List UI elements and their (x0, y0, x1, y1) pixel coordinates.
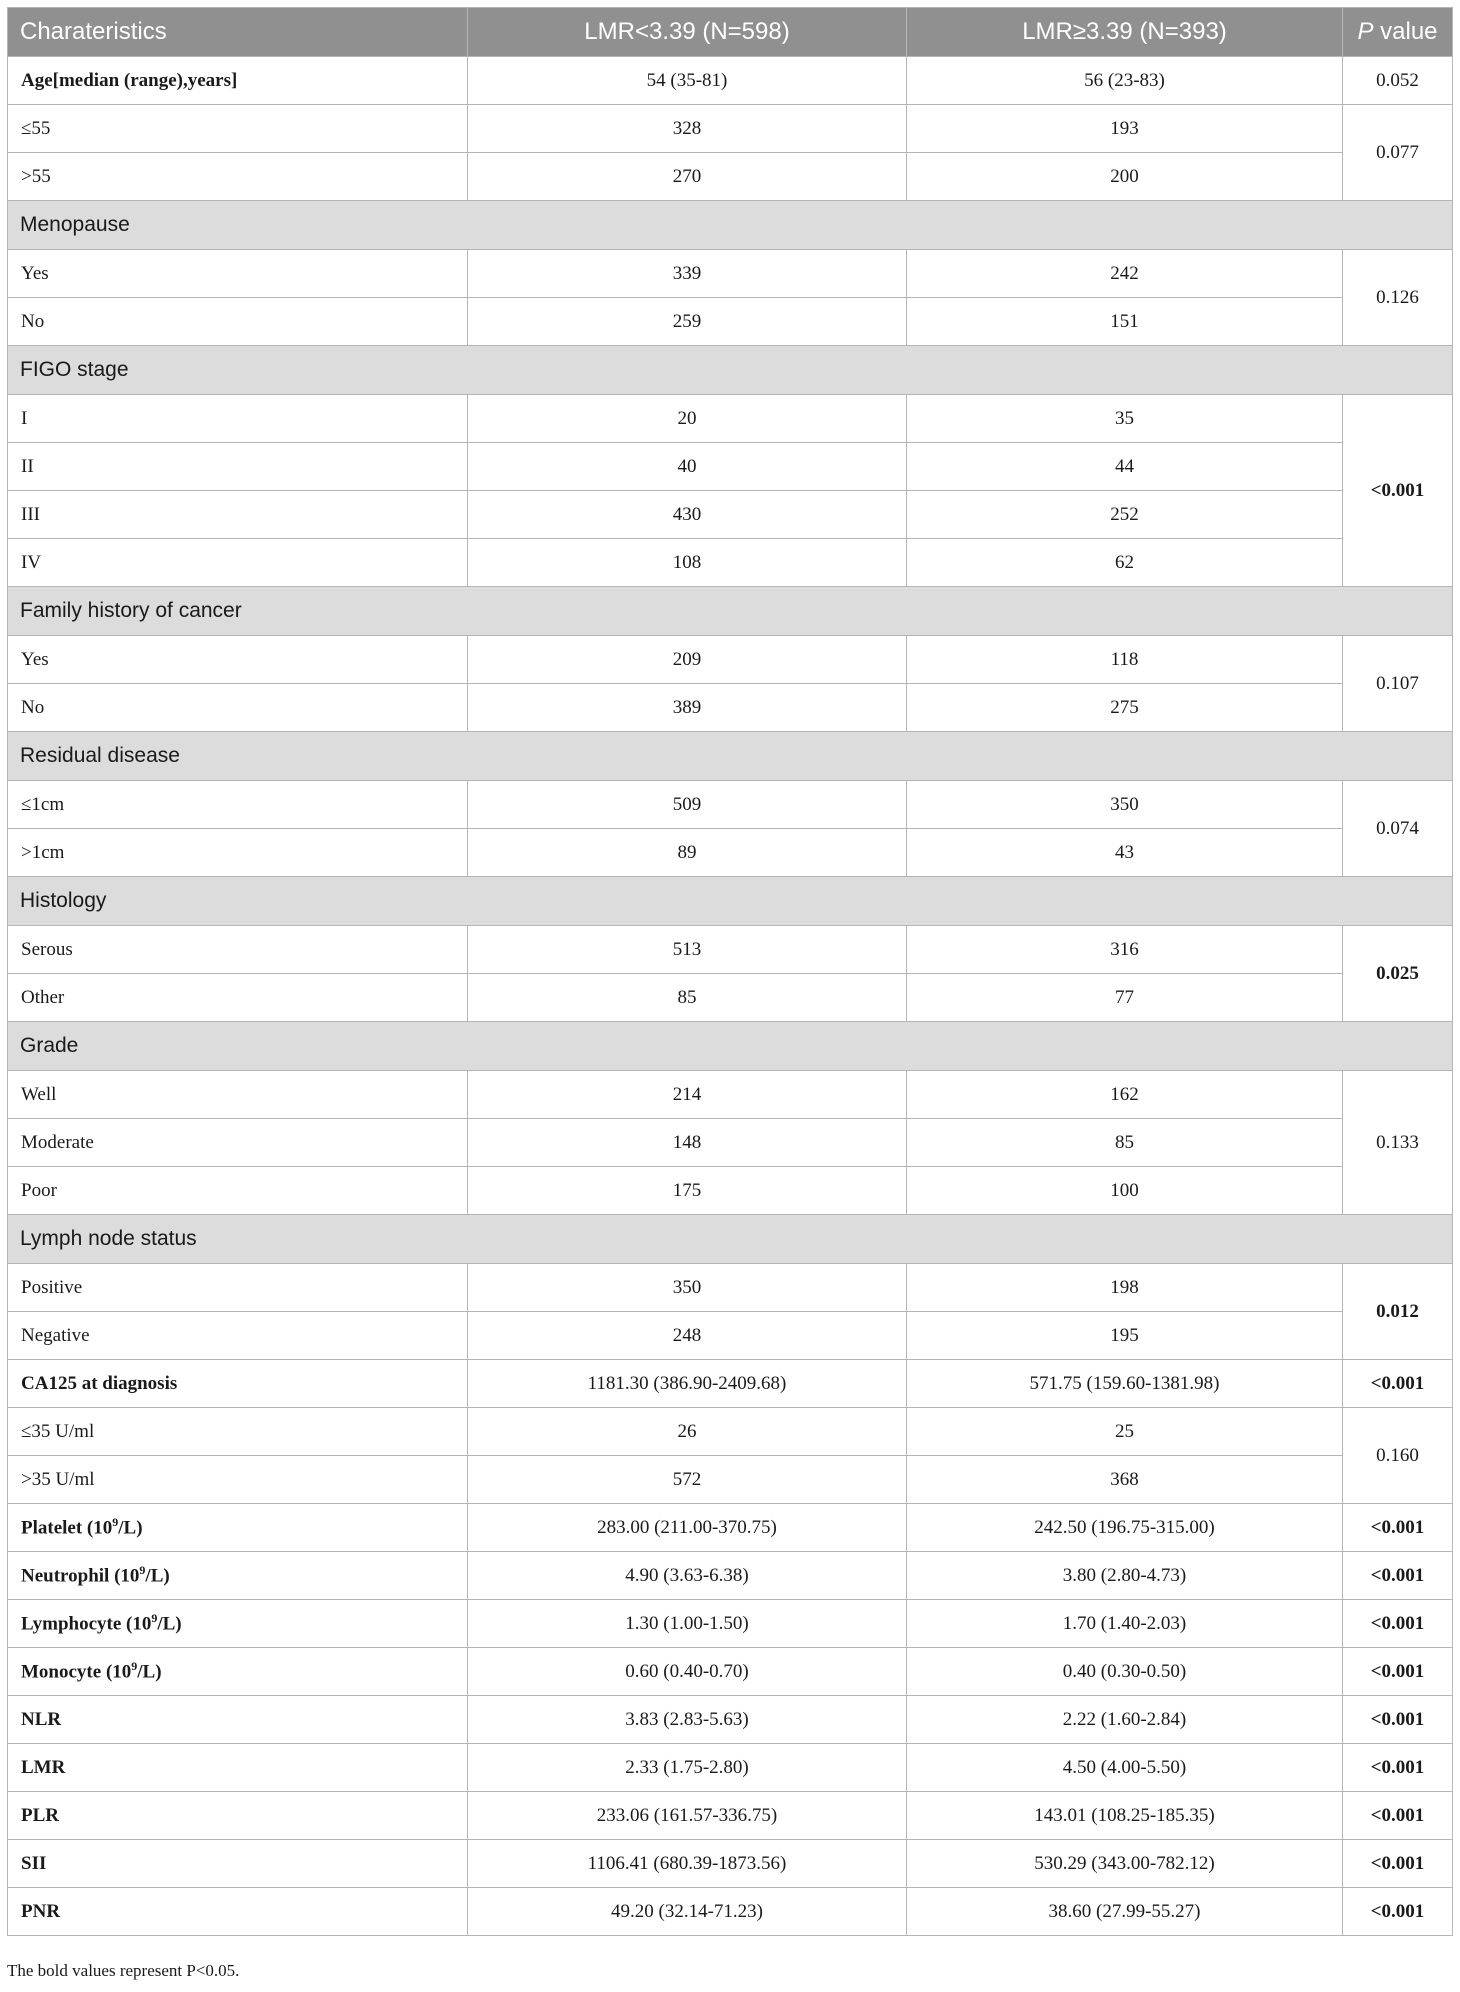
value-lmr-low: 1.30 (1.00-1.50) (468, 1600, 907, 1648)
value-lmr-high: 85 (907, 1119, 1343, 1167)
value-lmr-high: 35 (907, 395, 1343, 443)
row-label-text: I (21, 407, 28, 429)
value-lmr-low: 389 (468, 684, 907, 732)
row-label (8, 974, 468, 1022)
section-label: Family history of cancer (8, 587, 1453, 636)
row-label-text: LMR (21, 1756, 66, 1778)
row-label (8, 1360, 468, 1408)
row-label-text: Other (21, 986, 65, 1008)
row-label-text: Lymphocyte (10 (21, 1613, 152, 1635)
row-label-text: >35 U/ml (21, 1468, 95, 1490)
p-value: <0.001 (1343, 1360, 1453, 1408)
table-row (8, 1456, 1453, 1504)
value-lmr-low: 3.83 (2.83-5.63) (468, 1696, 907, 1744)
row-label-text: II (21, 455, 34, 477)
row-label (8, 1696, 468, 1744)
row-label (8, 539, 468, 587)
value-lmr-high: 118 (907, 636, 1343, 684)
value-lmr-high: 162 (907, 1071, 1343, 1119)
value-lmr-high: 193 (907, 105, 1343, 153)
row-label-text: Positive (21, 1276, 83, 1298)
value-lmr-high: 62 (907, 539, 1343, 587)
table-row (8, 636, 1453, 684)
value-lmr-high: 77 (907, 974, 1343, 1022)
row-label (8, 491, 468, 539)
row-label (8, 1456, 468, 1504)
table-row (8, 1167, 1453, 1215)
table-row (8, 1071, 1453, 1119)
row-label-text: Serous (21, 938, 73, 960)
section-row (8, 732, 1453, 781)
value-lmr-low: 26 (468, 1408, 907, 1456)
header-p-value (1343, 8, 1453, 57)
p-value: <0.001 (1343, 1744, 1453, 1792)
section-row (8, 1022, 1453, 1071)
value-lmr-high: 0.40 (0.30-0.50) (907, 1648, 1343, 1696)
section-row (8, 201, 1453, 250)
row-label (8, 443, 468, 491)
value-lmr-high: 252 (907, 491, 1343, 539)
p-value: <0.001 (1343, 1696, 1453, 1744)
row-label-text: Age[median (range),years] (21, 69, 238, 91)
row-label (8, 395, 468, 443)
value-lmr-high: 1.70 (1.40-2.03) (907, 1600, 1343, 1648)
value-lmr-low: 233.06 (161.57-336.75) (468, 1792, 907, 1840)
row-label-text: Well (21, 1083, 57, 1105)
value-lmr-high: 38.60 (27.99-55.27) (907, 1888, 1343, 1936)
row-label (8, 636, 468, 684)
row-label-text: ≤1cm (21, 793, 65, 815)
p-value: <0.001 (1343, 1552, 1453, 1600)
value-lmr-high: 100 (907, 1167, 1343, 1215)
value-lmr-low: 339 (468, 250, 907, 298)
value-lmr-low: 20 (468, 395, 907, 443)
table-row (8, 1504, 1453, 1552)
row-label-text: CA125 at diagnosis (21, 1372, 178, 1394)
row-label-text: Monocyte (10 (21, 1661, 132, 1683)
p-value: <0.001 (1343, 1792, 1453, 1840)
section-label: Residual disease (8, 732, 1453, 781)
row-label-text: Yes (21, 262, 49, 284)
value-lmr-low: 283.00 (211.00-370.75) (468, 1504, 907, 1552)
table-row (8, 974, 1453, 1022)
value-lmr-low: 0.60 (0.40-0.70) (468, 1648, 907, 1696)
row-label-text: Poor (21, 1179, 57, 1201)
row-label-superscript: 9 (151, 1611, 158, 1626)
table-row (8, 1264, 1453, 1312)
header-row (8, 8, 1453, 57)
table-row (8, 926, 1453, 974)
value-lmr-low: 54 (35-81) (468, 57, 907, 105)
p-value: 0.133 (1343, 1071, 1453, 1215)
row-label (8, 57, 468, 105)
section-label: Menopause (8, 201, 1453, 250)
row-label (8, 250, 468, 298)
value-lmr-low: 108 (468, 539, 907, 587)
value-lmr-high: 571.75 (159.60-1381.98) (907, 1360, 1343, 1408)
header-lmr-high: LMR≥3.39 (N=393) (907, 8, 1343, 57)
row-label-unit: /L) (118, 1517, 143, 1539)
value-lmr-high: 200 (907, 153, 1343, 201)
characteristics-table (7, 7, 1453, 1936)
row-label (8, 1600, 468, 1648)
row-label (8, 1408, 468, 1456)
value-lmr-high: 242.50 (196.75-315.00) (907, 1504, 1343, 1552)
p-value: 0.052 (1343, 57, 1453, 105)
value-lmr-high: 530.29 (343.00-782.12) (907, 1840, 1343, 1888)
row-label (8, 1264, 468, 1312)
row-label-text: SII (21, 1852, 47, 1874)
row-label-text: ≤55 (21, 117, 51, 139)
table-row (8, 1600, 1453, 1648)
row-label-unit: /L) (145, 1565, 170, 1587)
table-row (8, 57, 1453, 105)
table-row (8, 1119, 1453, 1167)
row-label (8, 153, 468, 201)
value-lmr-high: 44 (907, 443, 1343, 491)
row-label-text: NLR (21, 1708, 62, 1730)
p-value: <0.001 (1343, 1600, 1453, 1648)
row-label (8, 1167, 468, 1215)
section-label: FIGO stage (8, 346, 1453, 395)
row-label (8, 298, 468, 346)
p-value: 0.160 (1343, 1408, 1453, 1504)
row-label-text: No (21, 696, 45, 718)
row-label-text: IV (21, 551, 42, 573)
table-row (8, 1792, 1453, 1840)
table-row (8, 1408, 1453, 1456)
header-p-italic: P (1357, 18, 1374, 45)
table-body (8, 57, 1453, 1936)
row-label (8, 1312, 468, 1360)
section-label: Grade (8, 1022, 1453, 1071)
section-row (8, 877, 1453, 926)
value-lmr-low: 4.90 (3.63-6.38) (468, 1552, 907, 1600)
value-lmr-low: 509 (468, 781, 907, 829)
table-row (8, 781, 1453, 829)
row-label (8, 1119, 468, 1167)
row-label (8, 1504, 468, 1552)
p-value: 0.107 (1343, 636, 1453, 732)
table-row (8, 250, 1453, 298)
value-lmr-high: 316 (907, 926, 1343, 974)
value-lmr-low: 175 (468, 1167, 907, 1215)
table-header (8, 8, 1453, 57)
value-lmr-low: 209 (468, 636, 907, 684)
row-label-superscript: 9 (112, 1515, 119, 1530)
value-lmr-high: 43 (907, 829, 1343, 877)
value-lmr-low: 89 (468, 829, 907, 877)
value-lmr-high: 56 (23-83) (907, 57, 1343, 105)
value-lmr-low: 572 (468, 1456, 907, 1504)
p-value: <0.001 (1343, 1648, 1453, 1696)
section-label: Lymph node status (8, 1215, 1453, 1264)
table-row (8, 395, 1453, 443)
value-lmr-high: 4.50 (4.00-5.50) (907, 1744, 1343, 1792)
row-label-text: ≤35 U/ml (21, 1420, 95, 1442)
row-label-text: III (21, 503, 40, 525)
section-row (8, 346, 1453, 395)
row-label (8, 781, 468, 829)
table-row (8, 153, 1453, 201)
p-value: 0.077 (1343, 105, 1453, 201)
p-value: <0.001 (1343, 1840, 1453, 1888)
value-lmr-high: 198 (907, 1264, 1343, 1312)
row-label (8, 105, 468, 153)
value-lmr-high: 2.22 (1.60-2.84) (907, 1696, 1343, 1744)
value-lmr-high: 350 (907, 781, 1343, 829)
value-lmr-low: 270 (468, 153, 907, 201)
header-characteristics: Charateristics (8, 8, 468, 57)
value-lmr-high: 151 (907, 298, 1343, 346)
row-label (8, 1648, 468, 1696)
value-lmr-low: 328 (468, 105, 907, 153)
value-lmr-high: 242 (907, 250, 1343, 298)
table-row (8, 1648, 1453, 1696)
value-lmr-low: 49.20 (32.14-71.23) (468, 1888, 907, 1936)
value-lmr-low: 2.33 (1.75-2.80) (468, 1744, 907, 1792)
p-value: <0.001 (1343, 395, 1453, 587)
table-row (8, 1552, 1453, 1600)
table-container (7, 7, 1452, 1936)
table-row (8, 1888, 1453, 1936)
value-lmr-high: 275 (907, 684, 1343, 732)
row-label (8, 1071, 468, 1119)
footnote: The bold values represent P<0.05. (7, 1961, 240, 1980)
table-row (8, 829, 1453, 877)
value-lmr-low: 430 (468, 491, 907, 539)
row-label-text: >1cm (21, 841, 65, 863)
row-label-text: >55 (21, 165, 51, 187)
row-label-text: PLR (21, 1804, 59, 1826)
value-lmr-low: 1181.30 (386.90-2409.68) (468, 1360, 907, 1408)
p-value: 0.126 (1343, 250, 1453, 346)
row-label (8, 1744, 468, 1792)
p-value: 0.025 (1343, 926, 1453, 1022)
value-lmr-high: 143.01 (108.25-185.35) (907, 1792, 1343, 1840)
table-row (8, 1840, 1453, 1888)
row-label-unit: /L) (137, 1661, 162, 1683)
row-label (8, 684, 468, 732)
table-row (8, 105, 1453, 153)
row-label-text: Yes (21, 648, 49, 670)
section-row (8, 587, 1453, 636)
row-label (8, 829, 468, 877)
p-value: <0.001 (1343, 1888, 1453, 1936)
row-label (8, 1552, 468, 1600)
row-label-text: PNR (21, 1900, 61, 1922)
value-lmr-high: 25 (907, 1408, 1343, 1456)
row-label-superscript: 9 (131, 1659, 138, 1674)
table-row (8, 1696, 1453, 1744)
table-row (8, 443, 1453, 491)
table-row (8, 298, 1453, 346)
section-row (8, 1215, 1453, 1264)
value-lmr-low: 513 (468, 926, 907, 974)
row-label (8, 1888, 468, 1936)
row-label (8, 926, 468, 974)
row-label-unit: /L) (157, 1613, 182, 1635)
value-lmr-low: 148 (468, 1119, 907, 1167)
value-lmr-low: 350 (468, 1264, 907, 1312)
p-value: 0.012 (1343, 1264, 1453, 1360)
table-row (8, 684, 1453, 732)
section-label: Histology (8, 877, 1453, 926)
header-p-rest: value (1373, 18, 1438, 45)
row-label-text: Platelet (10 (21, 1517, 113, 1539)
row-label-text: Negative (21, 1324, 90, 1346)
value-lmr-low: 40 (468, 443, 907, 491)
row-label (8, 1840, 468, 1888)
row-label-text: Neutrophil (10 (21, 1565, 140, 1587)
row-label-superscript: 9 (139, 1563, 146, 1578)
row-label-text: No (21, 310, 45, 332)
table-row (8, 1744, 1453, 1792)
value-lmr-low: 259 (468, 298, 907, 346)
value-lmr-high: 368 (907, 1456, 1343, 1504)
table-row (8, 1312, 1453, 1360)
table-row (8, 1360, 1453, 1408)
table-row (8, 539, 1453, 587)
value-lmr-low: 85 (468, 974, 907, 1022)
value-lmr-high: 3.80 (2.80-4.73) (907, 1552, 1343, 1600)
value-lmr-low: 214 (468, 1071, 907, 1119)
row-label (8, 1792, 468, 1840)
value-lmr-low: 1106.41 (680.39-1873.56) (468, 1840, 907, 1888)
value-lmr-high: 195 (907, 1312, 1343, 1360)
row-label-text: Moderate (21, 1131, 94, 1153)
value-lmr-low: 248 (468, 1312, 907, 1360)
p-value: <0.001 (1343, 1504, 1453, 1552)
p-value: 0.074 (1343, 781, 1453, 877)
table-row (8, 491, 1453, 539)
header-lmr-low: LMR<3.39 (N=598) (468, 8, 907, 57)
